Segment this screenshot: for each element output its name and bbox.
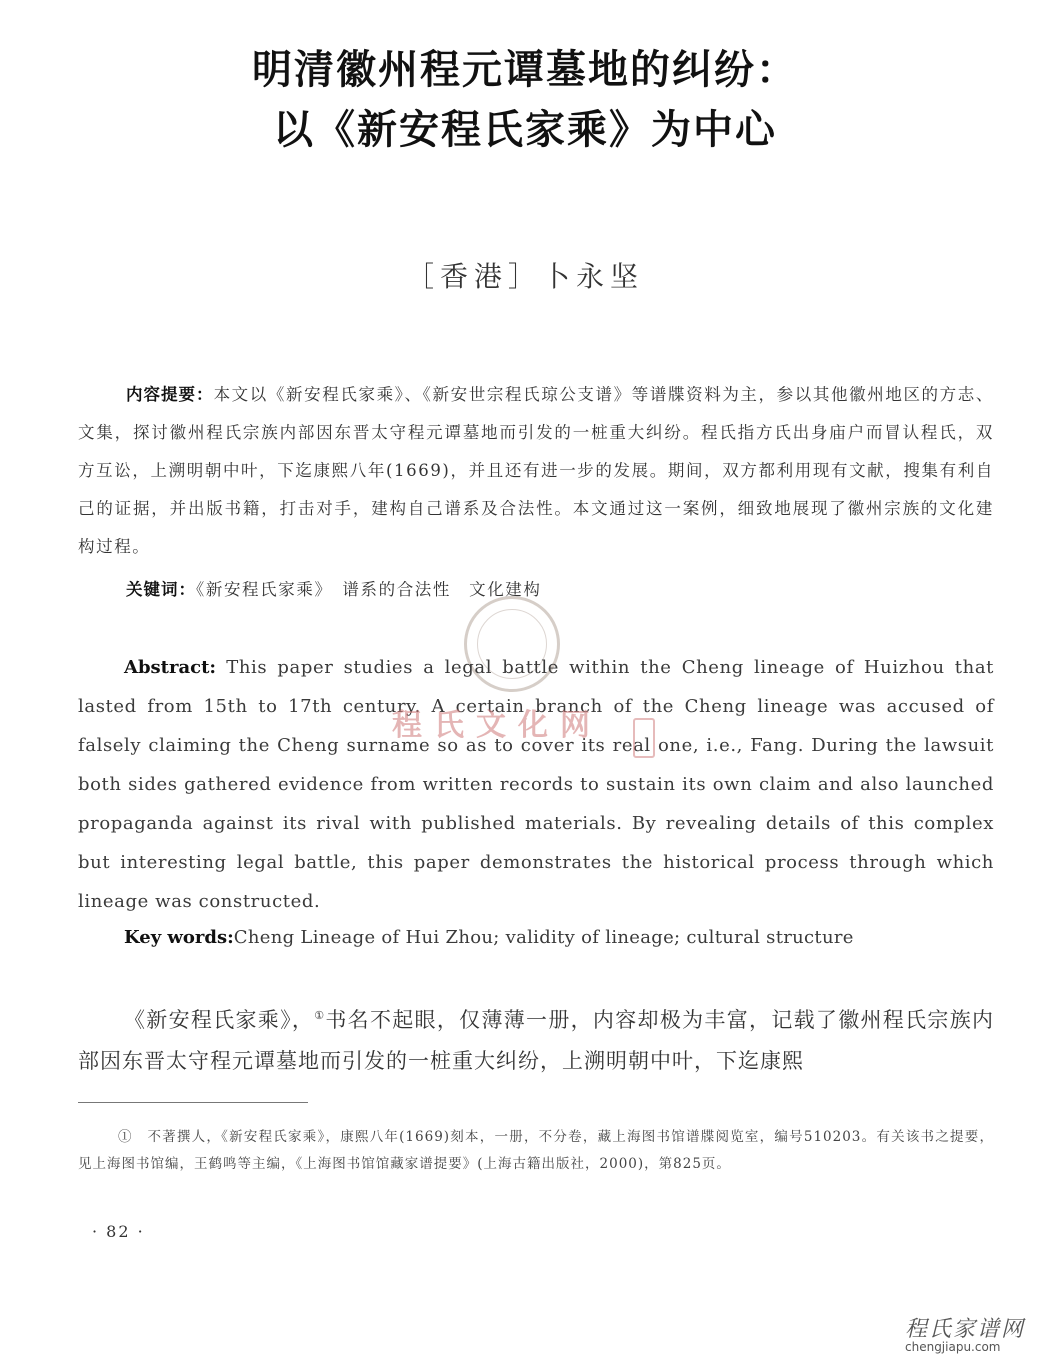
- footnote-divider: [78, 1102, 308, 1103]
- footnote-reference[interactable]: ①: [314, 1009, 326, 1022]
- footnote: [78, 1124, 994, 1178]
- keywords-english-label: Key words:: [124, 927, 234, 948]
- site-watermark: 程氏文化网: [392, 708, 602, 743]
- keywords-chinese-text: 《新安程氏家乘》 谱系的合法性 文化建构: [196, 580, 542, 599]
- corner-watermark: 程氏家谱网: [905, 1317, 1026, 1342]
- abstract-chinese: [78, 376, 994, 566]
- abstract-chinese-label: 内容提要：: [126, 385, 214, 404]
- site-seal-icon: [633, 718, 655, 758]
- keywords-chinese-label: 关键词：: [126, 580, 196, 599]
- keywords-english-text: Cheng Lineage of Hui Zhou; validity of lineage; cultural structure: [233, 927, 854, 948]
- title-line-2: 以《新安程氏家乘》为中心: [273, 106, 777, 153]
- author-name: ［香港］卜永坚: [405, 260, 644, 293]
- body-text: 书名不起眼，仅薄薄一册，内容却极为丰富，记载了徽州程氏宗族内部因东晋太守程元谭墓地而引发的一桩重大纠纷，上溯明朝中叶，下迄康熙: [78, 1008, 995, 1073]
- abstract-english-label: Abstract:: [124, 657, 217, 678]
- footnote-mark: ①: [118, 1129, 133, 1145]
- keywords-english: [78, 918, 994, 957]
- abstract-english-text: This paper studies a legal battle within the Cheng lineage of Huizhou that lasted from 15th to 17th century. A certain branch of the Cheng lineage was accused of falsely claiming the Cheng surname so as to cover its real one, i.e., Fang. During the lawsuit both sides gathered evidence from written records to sustain its own claim and also launched propaganda against its rival with published materials. By revealing details of this complex but interesting legal battle, this paper demonstrates the historical process through which lineage was constructed.: [78, 657, 994, 912]
- title-line-1: 明清徽州程元谭墓地的纠纷：: [252, 46, 798, 93]
- body-lead: 《新安程氏家乘》，: [124, 1008, 315, 1032]
- abstract-english: [78, 648, 994, 921]
- body-paragraph: [78, 995, 994, 1082]
- footnote-text: 不著撰人，《新安程氏家乘》，康熙八年(1669)刻本，一册，不分卷，藏上海图书馆谱牒阅览室，编号510203。有关该书之提要，见上海图书馆编，王鹤鸣等主编，《上海图书馆馆藏家谱提要》(上海古籍出版社，2000)，第825页。: [78, 1129, 994, 1172]
- corner-watermark-url: chengjiapu.com: [905, 1340, 1001, 1354]
- page-number: · 82 ·: [92, 1222, 145, 1241]
- abstract-chinese-text: 本文以《新安程氏家乘》、《新安世宗程氏琼公支谱》等谱牒资料为主，参以其他徽州地区的方志、文集，探讨徽州程氏宗族内部因东晋太守程元谭墓地而引发的一桩重大纠纷。程氏指方氏出身庙户而冒认程氏，双方互讼，上溯明朝中叶，下迄康熙八年(1669)，并且还有进一步的发展。期间，双方都利用现有文献，搜集有利自己的证据，并出版书籍，打击对手，建构自己谱系及合法性。本文通过这一案例，细致地展现了徽州宗族的文化建构过程。: [78, 385, 994, 556]
